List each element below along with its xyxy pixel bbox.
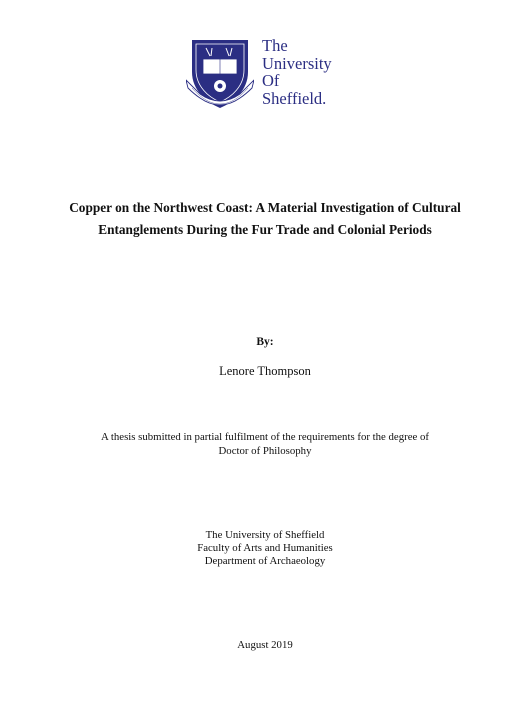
statement-line: A thesis submitted in partial fulfilment of the requirements for the degree of: [100, 431, 429, 443]
author-name: Lenore Thompson: [219, 364, 311, 378]
title-line: Entanglements During the Fur Trade and Colonial Periods: [98, 222, 432, 237]
degree-statement: [40, 431, 490, 458]
by-label: By:: [256, 336, 274, 348]
institution-line: The University of Sheffield: [205, 529, 325, 541]
thesis-title: [40, 197, 490, 241]
university-crest-icon: [186, 36, 254, 110]
title-line: Copper on the Northwest Coast: A Material Investigation of Cultural: [69, 200, 461, 215]
wordmark-line: Sheffield.: [262, 88, 327, 108]
institution-line: Department of Archaeology: [204, 555, 326, 567]
university-logo: [186, 36, 346, 110]
wordmark-line: University: [262, 53, 332, 73]
wordmark-line: Of: [262, 71, 280, 90]
institution-block: [40, 529, 490, 568]
institution-line: Faculty of Arts and Humanities: [197, 542, 333, 554]
wordmark-line: The: [262, 36, 288, 55]
statement-line: Doctor of Philosophy: [218, 444, 312, 457]
submission-date: August 2019: [237, 639, 293, 651]
university-wordmark: [262, 37, 332, 107]
